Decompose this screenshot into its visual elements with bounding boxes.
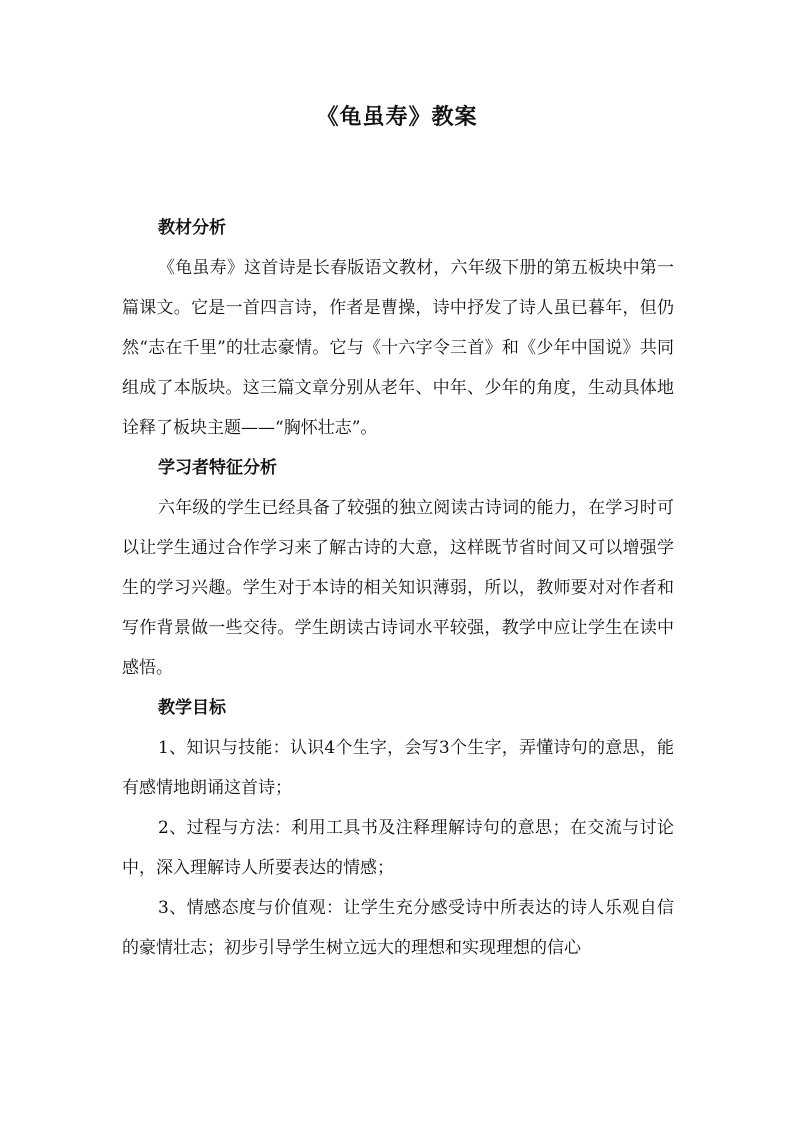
objective-item: 1、知识与技能：认识4个生字，会写3个生字，弄懂诗句的意思，能有感情地朗诵这首诗； [122,738,674,798]
section-paragraph: 《龟虽寿》这首诗是长春版语文教材，六年级下册的第五板块中第一篇课文。它是一首四言诗，作者是曹操，诗中抒发了诗人虽已暮年，但仍然“志在千里”的壮志豪情。它与《十六字令三首》和《少年中国说》共同组成了本版块。这三篇文章分别从老年、中年、少年的角度，生动具体地诠释了板块主题——“胸怀壮志”。 [122,258,674,438]
document-title: 《龟虽寿》教案 [316,104,478,130]
section-heading: 教学目标 [158,698,226,718]
document-body [122,208,674,968]
objective-item: 2、过程与方法：利用工具书及注释理解诗句的意思；在交流与讨论中，深入理解诗人所要表达的情感； [122,818,674,878]
section-learner-analysis [122,448,674,688]
section-textbook-analysis [122,208,674,448]
section-teaching-objectives [122,688,674,968]
section-heading: 学习者特征分析 [158,458,277,478]
objective-item: 3、情感态度与价值观：让学生充分感受诗中所表达的诗人乐观自信的豪情壮志；初步引导学生树立远大的理想和实现理想的信心 [122,898,674,958]
section-paragraph: 六年级的学生已经具备了较强的独立阅读古诗词的能力，在学习时可以让学生通过合作学习来了解古诗的大意，这样既节省时间又可以增强学生的学习兴趣。学生对于本诗的相关知识薄弱，所以，教师要对对作者和写作背景做一些交待。学生朗读古诗词水平较强，教学中应让学生在读中感悟。 [122,498,674,678]
section-heading: 教材分析 [158,218,226,238]
